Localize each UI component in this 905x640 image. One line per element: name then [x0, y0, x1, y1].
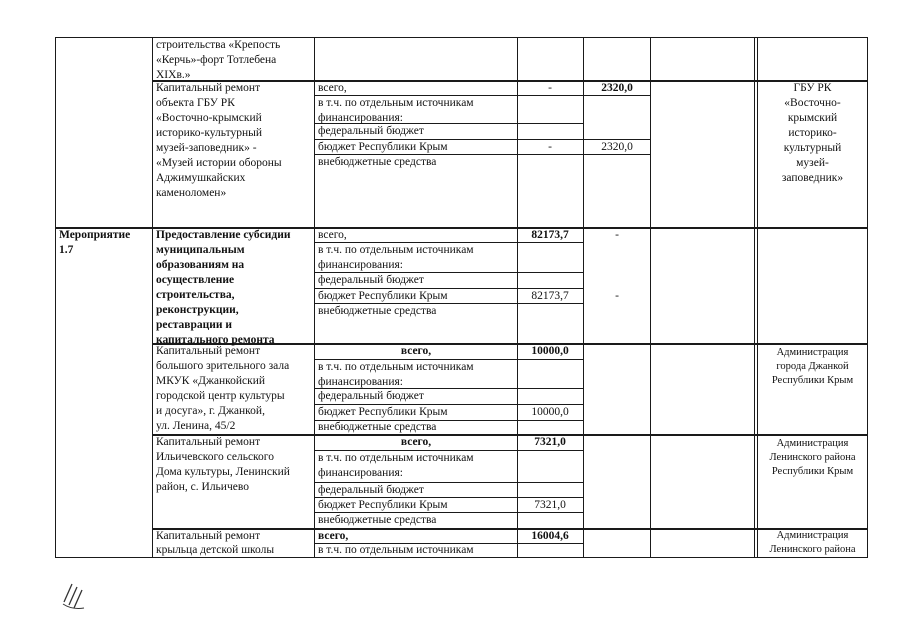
- source-cell: бюджет Республики Крым: [318, 290, 448, 302]
- source-cell: бюджет Республики Крым: [318, 141, 448, 153]
- grid-line: [867, 37, 868, 557]
- source-cell: всего,: [318, 530, 349, 542]
- source-cell: федеральный бюджет: [318, 390, 424, 402]
- item-cell: Капитальный ремонт большого зрительного зала МКУК «Джанкойский городской центр культуры и досуга», г. Джанкой, ул. Ленина, 45/2: [156, 345, 290, 432]
- value-cell: 16004,6: [531, 530, 569, 542]
- source-cell: всего,: [400, 345, 432, 357]
- source-cell: федеральный бюджет: [318, 484, 424, 496]
- value-cell: 7321,0: [534, 436, 566, 448]
- source-cell: в т.ч. по отдельным источникам финансирования:: [318, 361, 474, 388]
- item-cell: Капитальный ремонт Ильичевского сельского Дома культуры, Ленинский район, с. Ильичево: [156, 436, 290, 493]
- value-cell: 82173,7: [531, 229, 569, 241]
- source-cell: внебюджетные средства: [318, 156, 437, 168]
- value-cell: -: [548, 141, 552, 153]
- source-cell: внебюджетные средства: [318, 421, 437, 433]
- source-cell: в т.ч. по отдельным источникам финансирования:: [318, 452, 474, 479]
- value-cell: -: [615, 290, 619, 302]
- value-cell: 10000,0: [531, 406, 569, 418]
- value-cell: -: [615, 229, 619, 241]
- source-cell: бюджет Республики Крым: [318, 499, 448, 511]
- source-cell: всего,: [318, 82, 347, 94]
- source-cell: в т.ч. по отдельным источникам: [318, 544, 474, 556]
- grid-line: [152, 37, 153, 557]
- value-cell: 2320,0: [601, 141, 633, 153]
- handwritten-mark: [60, 578, 90, 614]
- grid-line: [55, 557, 868, 558]
- source-cell: бюджет Республики Крым: [318, 406, 448, 418]
- source-cell: в т.ч. по отдельным источникам финансирования:: [318, 97, 474, 124]
- source-cell: внебюджетные средства: [318, 305, 437, 317]
- item-cell: Капитальный ремонт крыльца детской школы: [156, 530, 275, 556]
- executor-cell: Администрация Ленинского района: [769, 530, 856, 555]
- item-cell: строительства «Крепость «Керчь»-форт Тотлебена XIXв.»: [156, 39, 281, 81]
- source-cell: федеральный бюджет: [318, 125, 424, 137]
- executor-cell: Администрация города Джанкой Республики Крым: [771, 347, 854, 386]
- grid-line: [55, 37, 56, 557]
- source-cell: всего,: [400, 436, 432, 448]
- executor-cell: ГБУ РК «Восточно- крымский историко- культурный музей- заповедник»: [781, 82, 844, 184]
- grid-line: [650, 37, 651, 557]
- source-cell: федеральный бюджет: [318, 274, 424, 286]
- item-cell: Предоставление субсидии муниципальным образованиям на осуществление строительства, реконструкции, реставрации и капитального ремонта: [156, 229, 291, 346]
- item-cell: Капитальный ремонт объекта ГБУ РК «Восточно-крымский историко-культурный музей-заповедник» - «Музей истории обороны Аджимушкайских каменоломен»: [156, 82, 282, 199]
- measure-cell: Мероприятие 1.7: [59, 229, 131, 256]
- grid-line: [314, 37, 315, 557]
- value-cell: 82173,7: [531, 290, 569, 302]
- executor-cell: Администрация Ленинского района Республики Крым: [769, 438, 856, 477]
- value-cell: 10000,0: [531, 345, 569, 357]
- value-cell: 2320,0: [601, 82, 633, 94]
- source-cell: в т.ч. по отдельным источникам финансирования:: [318, 244, 474, 271]
- value-cell: 7321,0: [534, 499, 566, 511]
- source-cell: всего,: [318, 229, 347, 241]
- source-cell: внебюджетные средства: [318, 514, 437, 526]
- value-cell: -: [548, 82, 552, 94]
- grid-line: [754, 37, 755, 557]
